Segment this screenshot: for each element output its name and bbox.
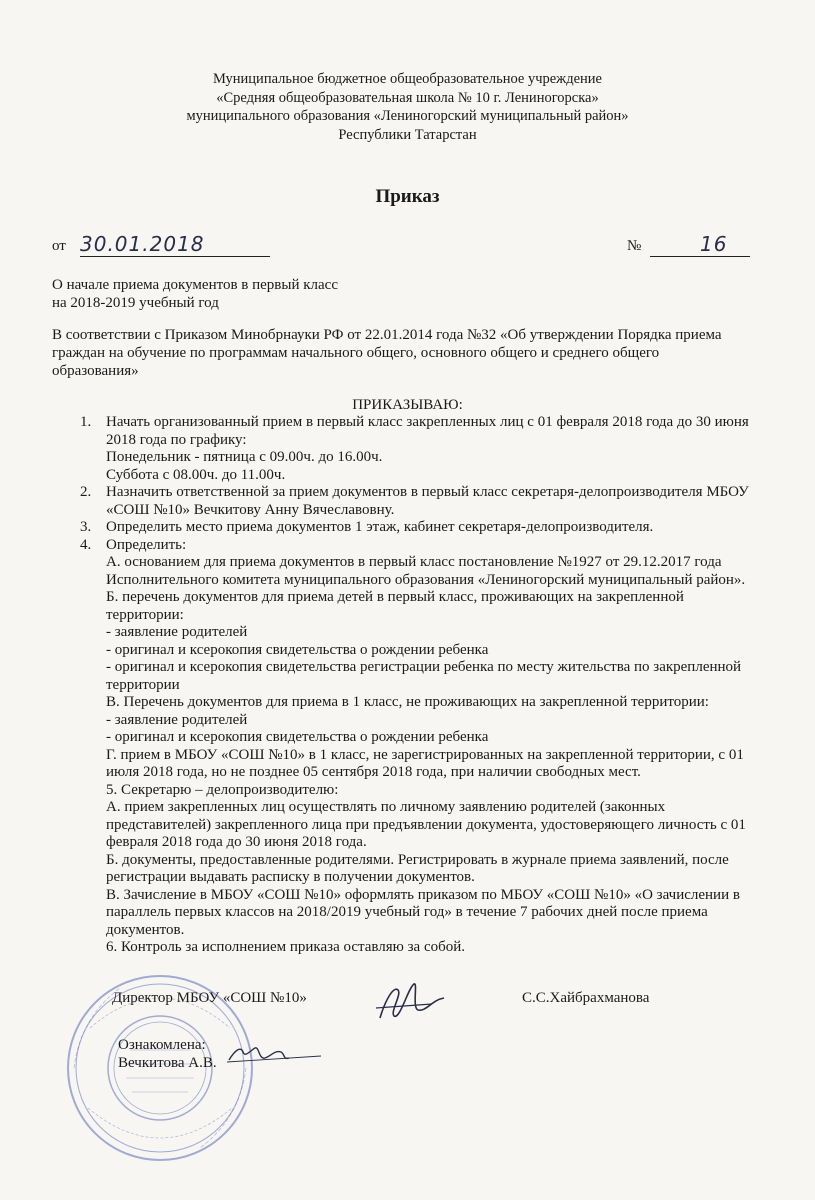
acknowledgement-signature <box>225 1040 325 1070</box>
date-number-row <box>52 232 728 256</box>
item-line: - заявление родителей <box>106 624 248 640</box>
item-line: документов. <box>106 921 185 938</box>
order-item <box>60 519 805 537</box>
director-name: С.С.Хайбрахманова <box>522 990 650 1006</box>
item-line: параллель первых классов на 2018/2019 учебный год» в течение 7 рабочих дней после приема <box>106 904 708 920</box>
item-line: Определить: <box>106 536 187 553</box>
item-line: Понедельник - пятница с 09.00ч. до 16.00ч. <box>106 449 383 465</box>
director-position: Директор МБОУ «СОШ №10» <box>112 990 307 1006</box>
item-line: А. основанием для приема документов в первый класс постановление №1927 от 29.12.2017 года <box>106 554 722 570</box>
number-value: 16 <box>650 232 750 257</box>
item-line: - оригинал и ксерокопия свидетельства регистрации ребенка по месту жительства по закрепленной <box>106 659 742 675</box>
item-line: Исполнительного комитета муниципального образования «Лениногорский муниципальный район». <box>106 571 746 588</box>
item-line: Г. прием в МБОУ «СОШ №10» в 1 класс, не зарегистрированных на закрепленной территории, с 01 <box>106 746 744 763</box>
date-label: от <box>52 238 66 254</box>
item-line: А. прием закрепленных лиц осуществлять по личному заявлению родителей (законных <box>106 799 666 815</box>
order-items <box>60 414 805 957</box>
item-line: территории <box>106 676 180 693</box>
preamble <box>52 326 797 380</box>
director-signature <box>372 978 452 1028</box>
item-line: 6. Контроль за исполнением приказа оставляю за собой. <box>106 939 466 955</box>
item-line: февраля 2018 года до 30 июня 2018 года. <box>106 834 367 850</box>
item-line: Б. перечень документов для приема детей в первый класс, проживающих на закрепленной <box>106 589 684 605</box>
decree-heading: ПРИКАЗЫВАЮ: <box>352 397 463 413</box>
item-line: «СОШ №10» Вечкитову Анну Вячеславовну. <box>106 501 395 518</box>
item-number: 4. <box>80 536 92 553</box>
header-line-4: Республики Татарстан <box>338 126 477 143</box>
header-line-1: Муниципальное бюджетное общеобразовательное учреждение <box>213 71 602 87</box>
item-number: 3. <box>80 519 92 535</box>
item-line: регистрации выдавать расписку в получении документов. <box>106 869 475 885</box>
document-title: Приказ <box>375 186 440 207</box>
header-line-3: муниципального образования «Лениногорский муниципальный район» <box>186 108 629 124</box>
preamble-line-3: образования» <box>52 363 139 379</box>
item-line: 5. Секретарю – делопроизводителю: <box>106 781 339 798</box>
order-subject <box>52 276 338 312</box>
item-line: Б. документы, предоставленные родителями. Регистрировать в журнале приема заявлений, после <box>106 851 729 868</box>
acknowledged-name: Вечкитова А.В. <box>118 1055 217 1071</box>
item-line: 2018 года по графику: <box>106 431 247 448</box>
item-line: Назначить ответственной за прием документов в первый класс секретаря-делопроизводителя МБОУ <box>106 484 749 500</box>
item-line: Определить место приема документов 1 этаж, кабинет секретаря-делопроизводителя. <box>106 519 654 535</box>
item-line: - оригинал и ксерокопия свидетельства о рождении ребенка <box>106 641 489 658</box>
preamble-line-2: граждан на обучение по программам начального общего, основного общего и среднего общего <box>52 345 660 361</box>
item-line: территории: <box>106 606 184 623</box>
acknowledged-label: Ознакомлена: <box>118 1037 206 1053</box>
item-line: В. Перечень документов для приема в 1 класс, не проживающих на закрепленной территории: <box>106 694 709 710</box>
item-number: 2. <box>80 484 92 500</box>
item-line: - оригинал и ксерокопия свидетельства о рождении ребенка <box>106 729 489 745</box>
subject-line-1: О начале приема документов в первый класс <box>52 277 338 293</box>
order-item <box>60 484 805 519</box>
header-line-2: «Средняя общеобразовательная школа № 10 г. Лениногорска» <box>216 89 599 106</box>
item-line: Суббота с 08.00ч. до 11.00ч. <box>106 466 286 483</box>
item-number: 1. <box>80 414 92 430</box>
item-line: Начать организованный прием в первый класс закрепленных лиц с 01 февраля 2018 года до 30 июня <box>106 414 749 430</box>
acknowledgement <box>118 1036 217 1072</box>
item-line: - заявление родителей <box>106 711 248 728</box>
order-item <box>60 414 805 484</box>
item-line: июля 2018 года, но не позднее 05 сентября 2018 года, при наличии свободных мест. <box>106 764 641 780</box>
order-item <box>60 537 805 957</box>
date-value: 30.01.2018 <box>80 232 270 257</box>
item-line: представителей) закрепленного лица при предъявлении документа, удостоверяющего личность с 01 <box>106 816 746 833</box>
preamble-line-1: В соответствии с Приказом Минобрнауки РФ от 22.01.2014 года №32 «Об утверждении Порядка приема <box>52 327 722 343</box>
item-line: В. Зачисление в МБОУ «СОШ №10» оформлять приказом по МБОУ «СОШ №10» «О зачислении в <box>106 886 740 903</box>
subject-line-2: на 2018-2019 учебный год <box>52 295 219 311</box>
number-label: № <box>627 238 642 254</box>
organization-header <box>0 70 815 144</box>
